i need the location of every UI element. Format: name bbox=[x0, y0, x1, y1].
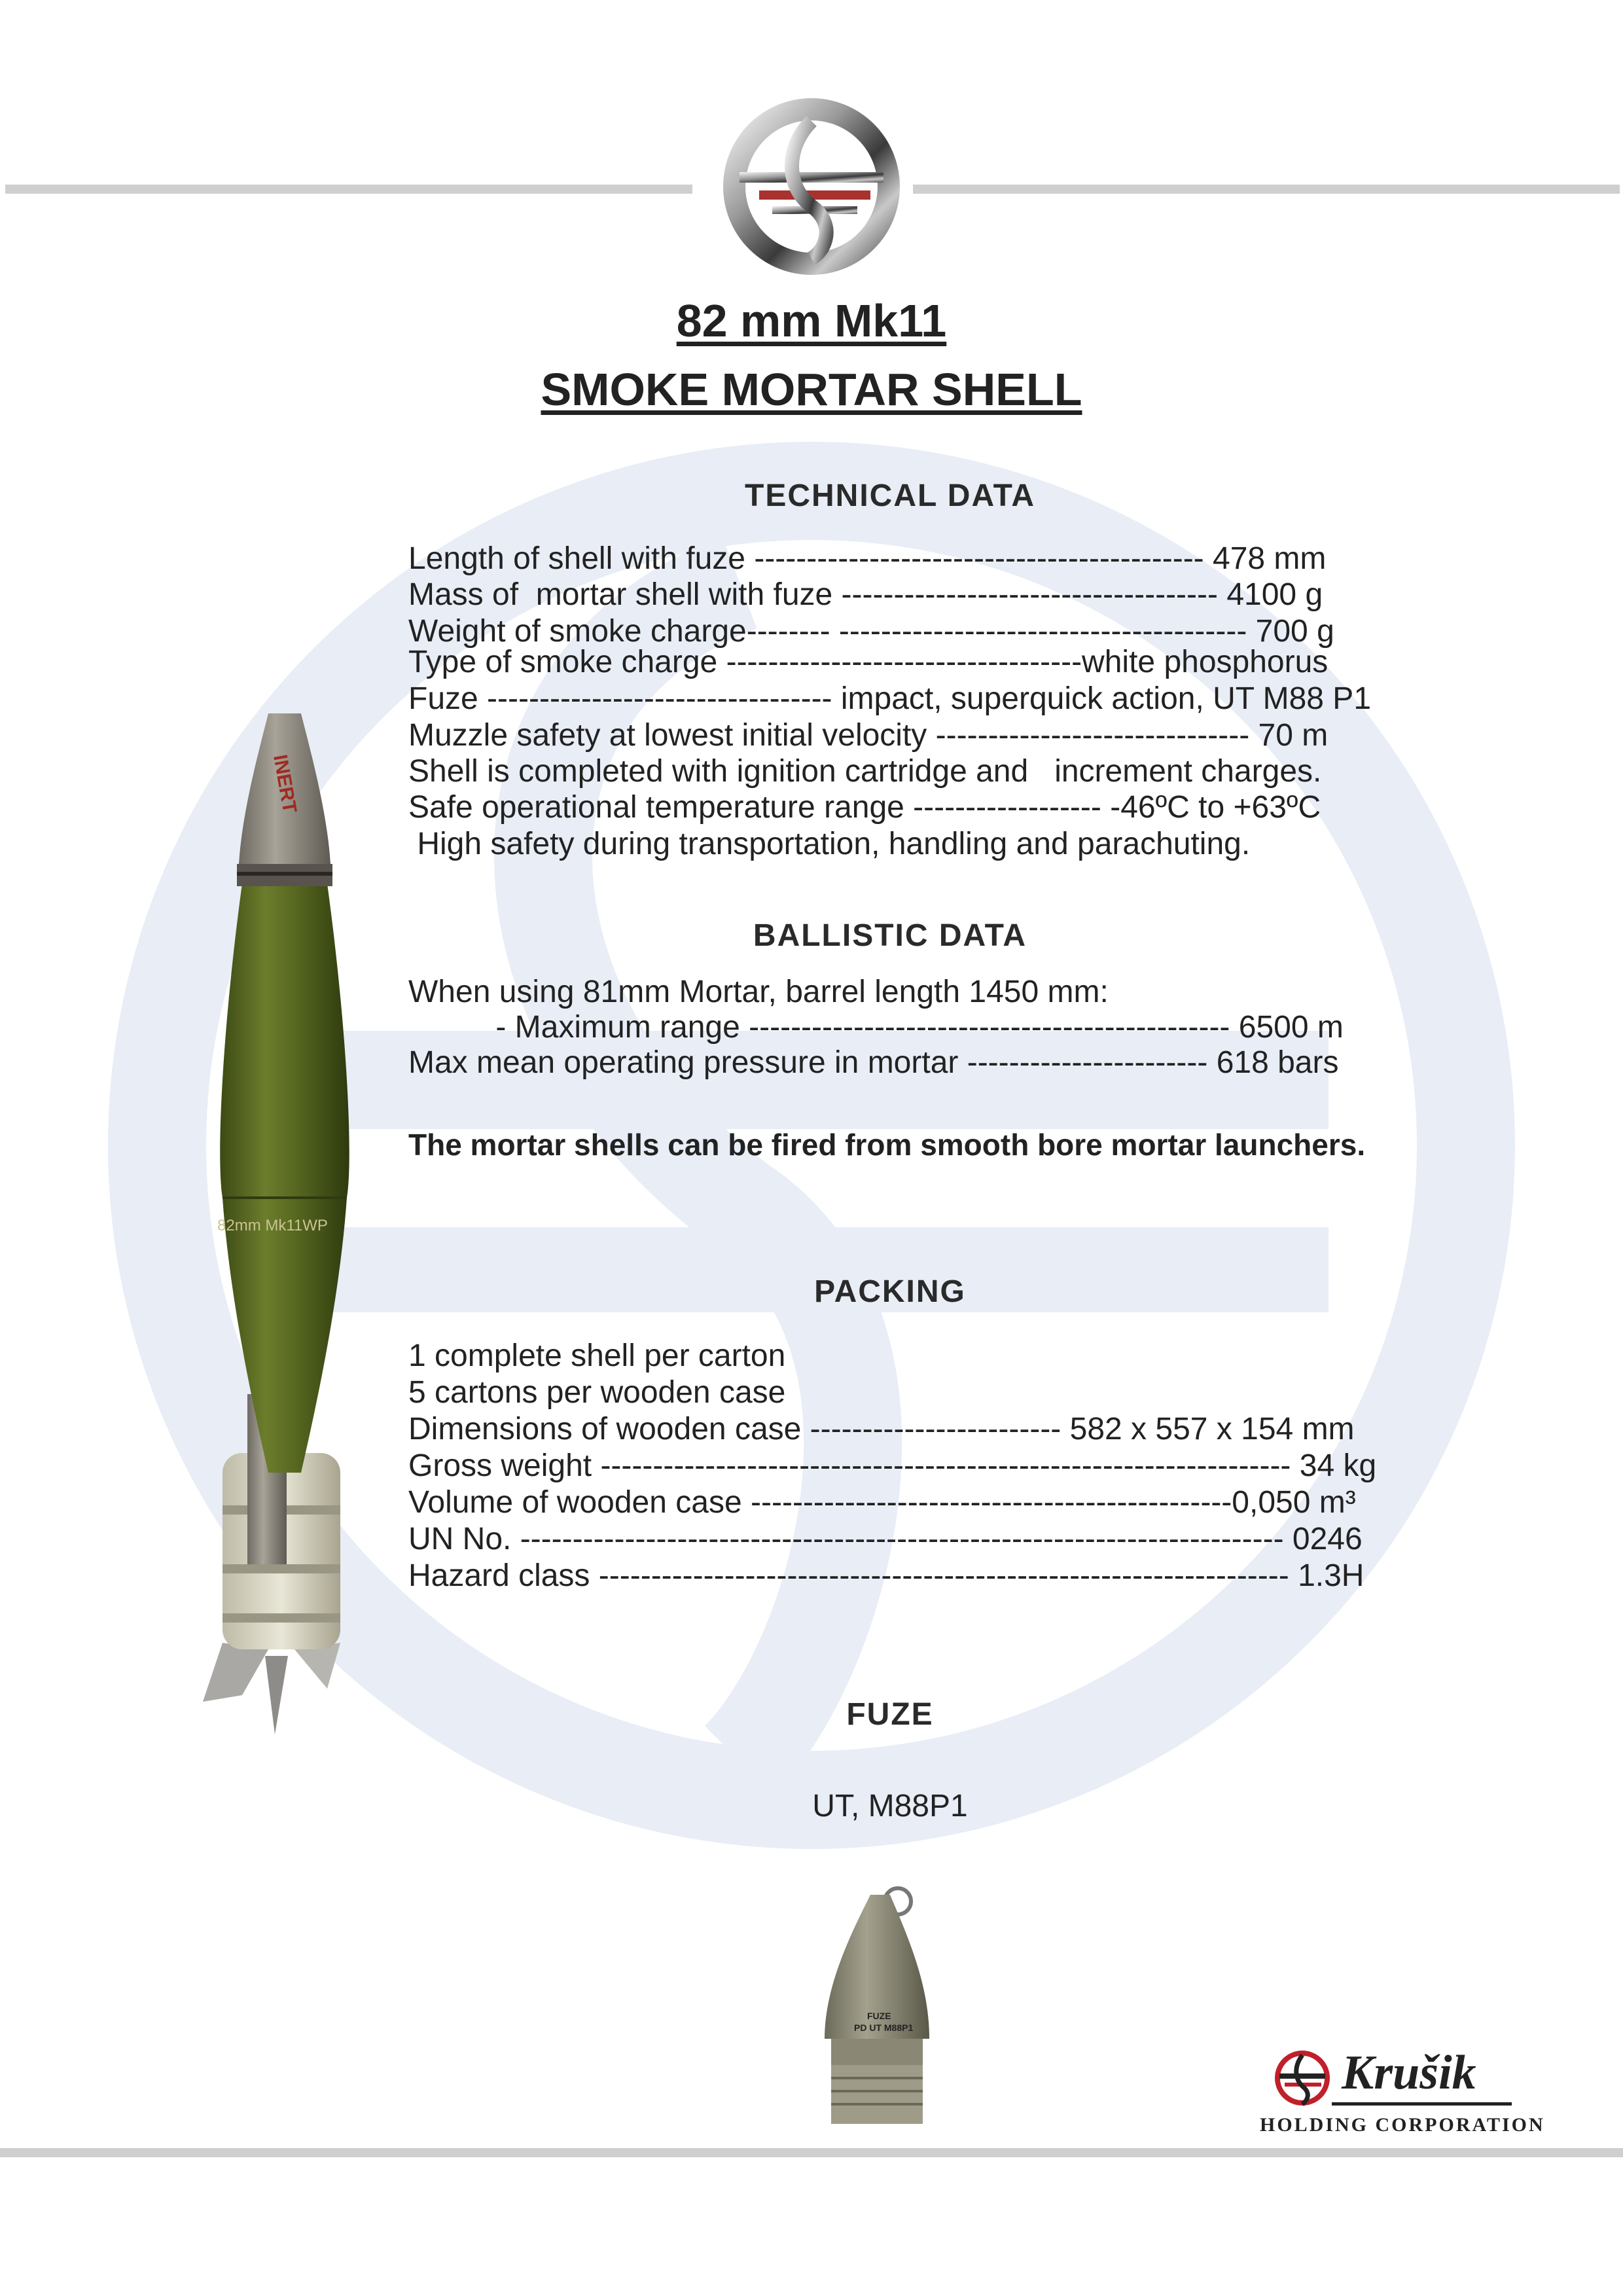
packing-line: 1 complete shell per carton bbox=[408, 1338, 786, 1373]
header-rule-right bbox=[913, 185, 1620, 194]
packing-line: Volume of wooden case ----------------------------------------------0,050 m³ bbox=[408, 1485, 1356, 1520]
mortar-shell-image bbox=[196, 700, 366, 1748]
ballistic-line: Max mean operating pressure in mortar ----------------------- 618 bars bbox=[408, 1045, 1339, 1080]
tech-line: Type of smoke charge ----------------------------------white phosphorus bbox=[408, 645, 1329, 679]
packing-line: Dimensions of wooden case ------------------------ 582 x 557 x 154 mm bbox=[408, 1412, 1355, 1446]
packing-heading: PACKING bbox=[814, 1274, 966, 1309]
company-name-script: Krušik bbox=[1342, 2046, 1476, 2100]
ballistic-line: - Maximum range ---------------------------------------------- 6500 m bbox=[408, 1010, 1344, 1045]
company-name-underline bbox=[1332, 2102, 1512, 2106]
page-title-line2: SMOKE MORTAR SHELL bbox=[541, 364, 1082, 415]
company-name-sub: HOLDING CORPORATION bbox=[1260, 2114, 1545, 2136]
ballistic-data-heading: BALLISTIC DATA bbox=[753, 918, 1027, 953]
fuze-photo-label-1: FUZE bbox=[867, 2011, 891, 2021]
page-title-line1: 82 mm Mk11 bbox=[676, 295, 947, 346]
ballistic-line: When using 81mm Mortar, barrel length 1450 mm: bbox=[408, 975, 1109, 1009]
shell-nose-marking: INERT bbox=[269, 753, 301, 815]
packing-line: Hazard class ------------------------------------------------------------------ 1.3H bbox=[408, 1558, 1364, 1593]
tech-line: Muzzle safety at lowest initial velocity ------------------------------ 70 m bbox=[408, 718, 1329, 753]
footer-rule bbox=[0, 2148, 1623, 2157]
fuze-image bbox=[805, 1882, 949, 2144]
packing-line: Gross weight ------------------------------------------------------------------ 34 kg bbox=[408, 1448, 1377, 1483]
fuze-photo-label-2: PD UT M88P1 bbox=[854, 2022, 914, 2033]
tech-line: Fuze --------------------------------- impact, superquick action, UT M88 P1 bbox=[408, 681, 1372, 716]
company-logo-icon bbox=[1273, 2049, 1332, 2108]
company-emblem-icon bbox=[720, 95, 903, 278]
technical-data-heading: TECHNICAL DATA bbox=[745, 478, 1035, 513]
header-rule-left bbox=[5, 185, 692, 194]
tech-line: High safety during transportation, handling and parachuting. bbox=[408, 827, 1251, 861]
tech-line: Safe operational temperature range ------------------ -46ºC to +63ºC bbox=[408, 790, 1321, 825]
packing-line: 5 cartons per wooden case bbox=[408, 1375, 786, 1410]
packing-line: UN No. ------------------------------------------------------------------------- 0246 bbox=[408, 1522, 1363, 1556]
fuze-value: UT, M88P1 bbox=[812, 1789, 968, 1823]
tech-line: Length of shell with fuze ------------------------------------------- 478 mm bbox=[408, 541, 1327, 576]
tech-line: Mass of mortar shell with fuze ------------------------------------ 4100 g bbox=[408, 577, 1323, 612]
fuze-heading: FUZE bbox=[846, 1697, 934, 1732]
shell-body-marking: 82mm Mk11WP bbox=[217, 1217, 328, 1234]
tech-line: Shell is completed with ignition cartridge and increment charges. bbox=[408, 754, 1322, 789]
ballistic-note: The mortar shells can be fired from smooth bore mortar launchers. bbox=[408, 1128, 1366, 1162]
tech-line: Weight of smoke charge-------- --------------------------------------- 700 g bbox=[408, 614, 1334, 649]
